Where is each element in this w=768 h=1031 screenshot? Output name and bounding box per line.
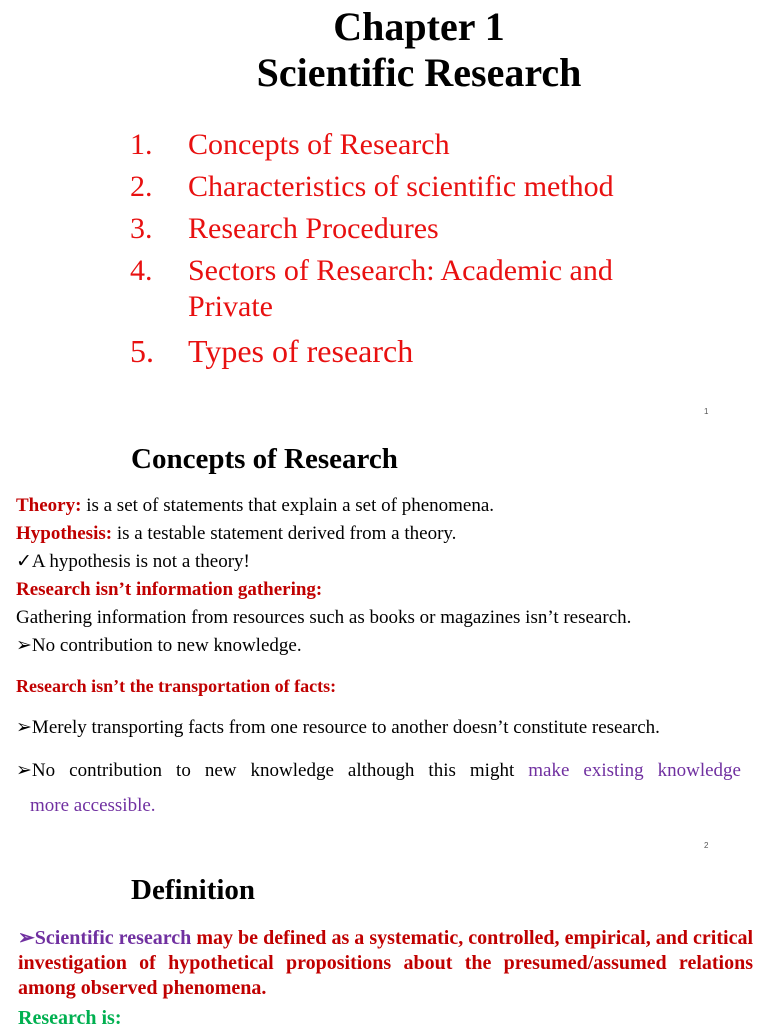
page-number: 1 <box>704 407 709 416</box>
definition-text: may be defined as a systematic, controlled, empirical, and critical investigation of hypothetical propositions about the presumed/assumed relations among observed phenomena. <box>18 927 753 999</box>
bullet-item <box>16 714 660 742</box>
toc-item <box>130 211 730 247</box>
hypothesis-text: is a testable statement derived from a theory. <box>112 523 457 544</box>
toc-item-label: Research Procedures <box>188 212 439 245</box>
toc-item-label: Concepts of Research <box>188 128 450 161</box>
arrow-bullet-icon: ➢ <box>16 760 32 781</box>
page-number: 2 <box>704 841 709 850</box>
toc-item-number: 5. <box>130 333 154 369</box>
gathering-text: Gathering information from resources such as books or magazines isn’t research. <box>16 607 632 628</box>
bullet-text: Merely transporting facts from one resource to another doesn’t constitute research. <box>31 717 660 738</box>
toc-item-label: Sectors of Research: Academic and Private <box>188 254 613 323</box>
check-icon: ✓ <box>16 551 32 572</box>
section-heading: Definition <box>131 874 256 906</box>
toc-item <box>130 253 730 325</box>
checklist-text: A hypothesis is not a theory! <box>31 551 250 572</box>
toc-item-number: 3. <box>130 212 153 245</box>
toc-item-number: 4. <box>130 254 153 287</box>
bullet-text: No contribution to new knowledge although this might <box>31 760 529 781</box>
subheading-transportation: Research isn’t the transportation of facts: <box>16 676 337 696</box>
arrow-bullet-icon: ➢ <box>18 927 35 949</box>
subheading-information-gathering: Research isn’t information gathering: <box>16 579 323 600</box>
bullet-item <box>16 757 741 785</box>
section-heading: Concepts of Research <box>131 443 398 475</box>
bullet-item <box>16 632 302 660</box>
theory-text: is a set of statements that explain a set of phenomena. <box>81 495 495 516</box>
toc-item-label: Types of research <box>188 333 414 369</box>
bullet-highlight-continuation: more accessible. <box>30 795 156 816</box>
checklist-item <box>16 548 250 576</box>
toc-item-number: 2. <box>130 170 153 203</box>
definition-term: Scientific research <box>34 927 192 949</box>
bullet-highlight-text: make existing knowledge <box>528 760 741 781</box>
hypothesis-label: Hypothesis: <box>16 523 113 544</box>
arrow-bullet-icon: ➢ <box>16 635 32 656</box>
chapter-subtitle: Scientific Research <box>256 50 582 95</box>
toc-item-label: Characteristics of scientific method <box>188 170 614 203</box>
toc-item <box>130 169 730 205</box>
chapter-title: Chapter 1 <box>333 4 505 49</box>
theory-label: Theory: <box>16 495 82 516</box>
toc-item-number: 1. <box>130 128 153 161</box>
definition-paragraph <box>18 926 753 1001</box>
toc-item <box>130 127 730 163</box>
bullet-text: No contribution to new knowledge. <box>31 635 302 656</box>
theory-line <box>16 492 494 520</box>
arrow-bullet-icon: ➢ <box>16 717 32 738</box>
hypothesis-line <box>16 520 456 548</box>
research-is-label: Research is: <box>18 1007 122 1029</box>
toc-item <box>130 333 730 369</box>
